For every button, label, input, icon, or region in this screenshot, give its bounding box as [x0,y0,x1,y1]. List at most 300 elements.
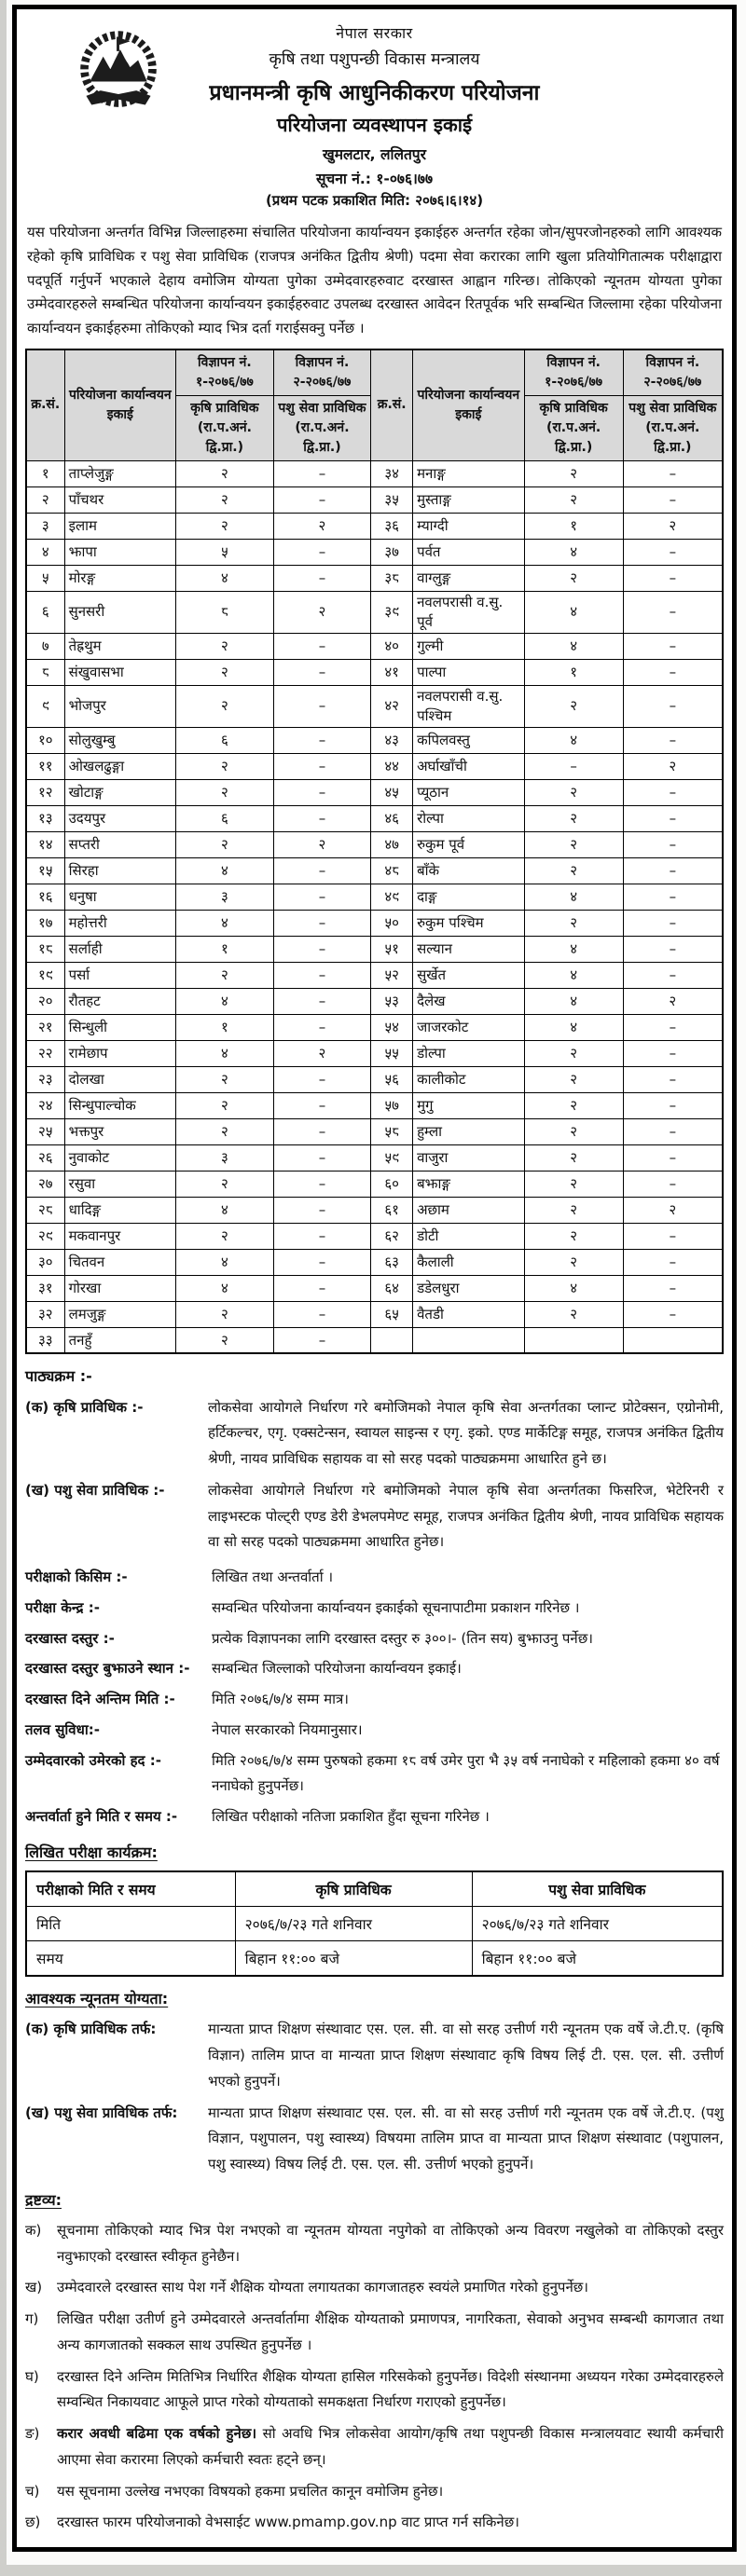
agri-vacancy-cell: ४ [524,727,623,753]
note-body: दरखास्त फारम परियोजनाको वेभसाईट www.pmamp.gov.np वाट प्राप्त गर्न सकिनेछ। [57,2514,519,2531]
detail-value: नेपाल सरकारको नियमानुसार। [212,1720,363,1738]
vet-vacancy-cell: – [623,685,723,727]
agri-vacancy-cell: – [524,753,623,779]
vet-vacancy-cell: – [273,727,371,753]
serial-cell: ३३ [26,1327,64,1353]
vet-vacancy-cell: – [273,633,371,659]
vet-vacancy-cell: – [273,753,371,779]
district-cell: नवलपरासी व.सु. पश्चिम [413,685,525,727]
table-row [26,1327,723,1353]
serial-cell: ५९ [371,1144,413,1171]
published-date: (प्रथम पटक प्रकाशित मिति: २०७६।६।१४) [265,192,484,209]
agri-vacancy-cell: ४ [524,633,623,659]
district-cell: धनुषा [64,884,176,910]
agri-vacancy-cell: २ [524,565,623,591]
district-cell: इलाम [64,513,176,539]
agri-vacancy-cell: ६ [176,727,274,753]
exam-time-label: समय [26,1941,235,1977]
vet-vacancy-cell: २ [623,753,723,779]
district-cell: सोलुखुम्बु [64,727,176,753]
serial-cell: १२ [26,779,64,805]
serial-cell: १३ [26,805,64,831]
vet-vacancy-cell: २ [273,1040,371,1066]
notice-number: सूचना नं.: १-०७६।७७ [315,171,434,187]
syllabus-item-text: लोकसेवा आयोगले निर्धारण गरे बमोजिमको नेपाल कृषि सेवा अन्तर्गतका फिसरिज, भेटेरिनरी र लाइभस्टक पोल्ट्री एण्ड डेरी डेभलपमेण्ट समूह, राजपत्र अनंकित द्वितीय श्रेणी, नायव प्राविधिक सहायक वा सो सरह पदको पाठ्यक्रममा आधारित हुनेछ। [208,1481,724,1551]
table-row [26,1118,723,1144]
notes-list [25,2218,724,2536]
serial-cell: १७ [26,910,64,936]
note-marker: क) [25,2221,42,2239]
district-cell: नुवाकोट [64,1144,176,1171]
header-advert-1-left [176,349,274,396]
vet-vacancy-cell [623,1327,723,1353]
agri-vacancy-cell: २ [524,1092,623,1118]
vet-vacancy-cell: – [623,936,723,962]
district-cell: तनहुँ [64,1327,176,1353]
vet-vacancy-cell: – [623,539,723,565]
serial-cell: २ [26,486,64,513]
detail-label: तलव सुविधा:- [25,1720,100,1738]
agri-vacancy-cell: २ [524,1197,623,1223]
district-cell: पर्वत [413,539,525,565]
agri-vacancy-cell: ४ [176,1249,274,1275]
detail-value: प्रत्येक विज्ञापनका लागि दरखास्त दस्तुर रु ३००।- (तिन सय) बुझाउनु पर्नेछ। [212,1629,593,1647]
vet-vacancy-cell: – [273,1144,371,1171]
note-body: सो अवधि भित्र लोकसेवा आयोग/कृषि तथा पशुपन्छी विकास मन्त्रालयवाट स्थायी कर्मचारी आएमा सेवा करारमा लिएको कर्मचारी स्वतः हट्ने छन्। [57,2425,724,2468]
note-text [57,2479,724,2505]
detail-value: लिखित परीक्षाको नतिजा प्रकाशित हुँदा सूचना गरिनेछ । [212,1808,490,1826]
vet-vacancy-cell: – [273,659,371,685]
serial-cell: ३९ [371,591,413,633]
table-row [26,988,723,1014]
ministry-name: कृषि तथा पशुपन्छी विकास मन्त्रालय [269,50,480,69]
district-cell: सर्लाही [64,936,176,962]
exam-schedule-table [25,1870,724,1977]
serial-cell: १९ [26,962,64,988]
table-row [26,659,723,685]
table-row [26,805,723,831]
district-cell: सुर्खेत [413,962,525,988]
table-row [26,884,723,910]
scan-edge-left [0,0,7,2576]
district-cell: डोल्पा [413,1040,525,1066]
exam-header-agri: कृषि प्राविधिक [235,1871,472,1907]
note-body: लिखित परीक्षा उतीर्ण हुने उम्मेदवारले अन्तर्वार्तामा शैक्षिक योग्यताको प्रमाणपत्र, नागरिकता, सेवाको अनुभव सम्बन्धी कागजात तथा अन्य कागजातको सक्कल साथ उपस्थित हुनुपर्नेछ । [57,2310,724,2353]
header-advert-1-right [524,349,623,396]
district-cell: सुनसरी [64,591,176,633]
agri-vacancy-cell: २ [524,857,623,884]
district-cell: सिरहा [64,857,176,884]
agri-vacancy-cell: २ [176,486,274,513]
table-row [26,779,723,805]
table-row [26,1066,723,1092]
district-cell: कालीकोट [413,1066,525,1092]
syllabus-item-text: लोकसेवा आयोगले निर्धारण गरे बमोजिमको नेपाल कृषि सेवा अन्तर्गतका प्लान्ट प्रोटेक्सन, एग्रोनोमी, हर्टिकल्चर, एगृ. एक्सटेन्सन, स्वायल साइन्स र एगृ. इको. एण्ड मार्केटिङ्ग समूह, राजपत्र अनंकित द्वितीय श्रेणी, नायव प्राविधिक सहायक वा सो सरह पदको पाठ्यक्रममा आधारित हुने छ। [208,1398,724,1468]
table-row [26,685,723,727]
serial-cell: १४ [26,831,64,857]
serial-cell: ८ [26,659,64,685]
table-row [26,1092,723,1118]
syllabus-item-agri [25,1395,724,1473]
qualification-item-vet [25,2101,724,2178]
serial-cell: ४२ [371,685,413,727]
vet-vacancy-cell: – [273,884,371,910]
detail-label: उम्मेदवारको उमेरको हद :- [25,1751,161,1769]
agri-vacancy-cell: १ [524,659,623,685]
district-cell: तेह्रथुम [64,633,176,659]
vet-vacancy-cell: – [623,831,723,857]
detail-value: लिखित तथा अन्तर्वार्ता । [212,1569,334,1586]
agri-technician-label: कृषि प्राविधिक [190,400,259,416]
district-cell: वैतडी [413,1301,525,1327]
district-cell: दोलखा [64,1066,176,1092]
serial-cell: ४३ [371,727,413,753]
note-item [25,2364,724,2417]
vet-vacancy-cell: – [273,1327,371,1353]
vet-vacancy-cell: – [623,779,723,805]
district-cell: पर्सा [64,962,176,988]
district-cell: अछाम [413,1197,525,1223]
note-item [25,2479,724,2505]
agri-vacancy-cell: २ [176,1118,274,1144]
agri-vacancy-cell: ४ [176,1197,274,1223]
nepal-coat-of-arms-icon [74,26,163,116]
serial-cell: १० [26,727,64,753]
note-item [25,2510,724,2536]
advert-2-number: २-२०७६/७७ [293,374,352,390]
detail-value: मिति २०७६/७/४ सम्म पुरुषको हकमा १८ वर्ष उमेर पुरा भै ३५ वर्ष ननाघेको र महिलाको हकमा ४० वर्ष ननाघेको हुनुपर्नेछ। [212,1751,720,1795]
qualification-item-label: (ख) पशु सेवा प्राविधिक तर्फ: [25,2103,178,2121]
note-marker: ङ) [25,2425,40,2443]
exam-schedule-section [25,1840,724,1977]
grade-label: (रा.प.अनं. द्वि.प्रा.) [546,419,601,455]
vet-vacancy-cell: – [273,962,371,988]
table-row [26,857,723,884]
serial-cell: ६१ [371,1197,413,1223]
table-row [26,1197,723,1223]
district-cell: लमजुङ्ग [64,1301,176,1327]
vet-vacancy-cell: – [273,1066,371,1092]
agri-vacancy-cell: ४ [524,962,623,988]
district-cell: सिन्धुली [64,1014,176,1040]
agri-vacancy-cell: २ [524,831,623,857]
exam-header-vet: पशु सेवा प्राविधिक [472,1871,723,1907]
agri-vacancy-cell: ६ [176,805,274,831]
agri-vacancy-cell: २ [524,1066,623,1092]
district-cell: भोजपुर [64,685,176,727]
vet-vacancy-cell: – [273,857,371,884]
district-cell: पाल्पा [413,659,525,685]
detail-row [25,1804,724,1830]
exam-header-datetime: परीक्षाको मिति र समय [26,1871,235,1907]
serial-cell: ६४ [371,1275,413,1301]
vet-vacancy-cell: – [273,1092,371,1118]
serial-cell: १६ [26,884,64,910]
serial-cell: ४९ [371,884,413,910]
serial-cell: ६५ [371,1301,413,1327]
serial-cell: २६ [26,1144,64,1171]
note-text [57,2421,724,2473]
serial-cell: २८ [26,1197,64,1223]
qualification-item-label: (क) कृषि प्राविधिक तर्फ: [25,2021,157,2038]
note-item [25,2307,724,2359]
agri-vacancy-cell: ४ [176,857,274,884]
vet-vacancy-cell: – [623,962,723,988]
district-cell: डडेलधुरा [413,1275,525,1301]
agri-vacancy-cell: २ [524,685,623,727]
serial-cell: १ [26,460,64,486]
agri-vacancy-cell: २ [176,513,274,539]
vacancy-table [25,349,724,1355]
agri-vacancy-cell [524,1327,623,1353]
vet-vacancy-cell: – [623,910,723,936]
advert-label: विज्ञापन नं. [295,354,350,370]
qualification-item-text: मान्यता प्राप्त शिक्षण संस्थावाट एस. एल. सी. वा सो सरह उत्तीर्ण गरी न्यूनतम एक वर्षे जे.टी.ए. (पशु विज्ञान, पशुपालन, पशु स्वास्थ्य) विषयमा तालिम प्राप्त वा मान्यता प्राप्त शिक्षण संस्थावाट (पशुपालन, पशु स्वास्थ्य) विषय लिई टी. एस. एल. सी. उत्तीर्ण भएको हुनुपर्ने। [208,2103,724,2173]
district-cell: गुल्मी [413,633,525,659]
agri-vacancy-cell: २ [524,1249,623,1275]
agri-vacancy-cell: १ [176,1014,274,1040]
district-cell: नवलपरासी व.सु. पूर्व [413,591,525,633]
exam-schedule-heading: लिखित परीक्षा कार्यक्रम: [25,1843,158,1861]
agri-vacancy-cell: ४ [176,565,274,591]
agri-vacancy-cell: २ [176,1327,274,1353]
table-row [26,1223,723,1249]
table-row [26,910,723,936]
detail-row [25,1687,724,1713]
agri-vacancy-cell: ५ [176,539,274,565]
vet-vacancy-cell: – [623,1301,723,1327]
agri-vacancy-cell: २ [524,1144,623,1171]
district-cell: सल्यान [413,936,525,962]
district-cell: रुकुम पश्चिम [413,910,525,936]
syllabus-heading: पाठ्यक्रम :- [25,1367,92,1386]
vet-vacancy-cell: २ [623,513,723,539]
vet-vacancy-cell: – [273,1301,371,1327]
note-body: सूचनामा तोकिएको म्याद भित्र पेश नभएको वा न्यूनतम योग्यता नपुगेको वा तोकिएको अन्य विवरण नखुलेको वा तोकिएको दस्तुर नवुझाएको दरखास्त स्वीकृत हुनेछैन। [57,2221,724,2265]
district-cell: उदयपुर [64,805,176,831]
table-row [26,1171,723,1197]
district-cell: गोरखा [64,1275,176,1301]
note-marker: घ) [25,2367,39,2385]
district-cell: झापा [64,539,176,565]
table-row [26,1301,723,1327]
vet-vacancy-cell: – [273,1249,371,1275]
vacancy-table-body [26,460,723,1353]
detail-row [25,1596,724,1622]
vet-vacancy-cell: – [273,1118,371,1144]
district-cell: रुकुम पूर्व [413,831,525,857]
project-name: प्रधानमन्त्री कृषि आधुनिकीकरण परियोजना [209,81,540,105]
intro-paragraph: यस परियोजना अन्तर्गत विभिन्न जिल्लाहरुमा संचालित परियोजना कार्यान्वयन इकाईहरु अन्तर्गत रहेका जोन/सुपरजोनहरुको लागि आवश्यक रहेको कृषि प्राविधिक र पशु सेवा प्राविधिक (राजपत्र अनंकित द्वितीय श्रेणी) पदमा सेवा करारका लागि खुला प्रतियोगितात्मक परीक्षाद्वारा पदपूर्ति गर्नुपर्ने भएकाले देहाय वमोजिम योग्यता पुगेका उम्मेदवारहरुवाट दरखास्त आह्वान गरिन्छ। तोकिएको न्यूनतम योग्यता पुगेका उम्मेदवारहरुले सम्बन्धित परियोजना कार्यान्वयन इकाईहरुवाट उपलब्ध दरखास्त आवेदन रितपूर्वक भरि सम्बन्धित जिल्लामा रहेका परियोजना कार्यान्वयन इकाईहरुमा तोकिएको म्याद भित्र दर्ता गराईसक्नु पर्नेछ । [27,224,722,337]
note-marker: ख) [25,2279,43,2296]
serial-cell: ५० [371,910,413,936]
serial-cell: ३६ [371,513,413,539]
header-agri-technician-right [524,395,623,460]
note-text [57,2307,724,2359]
agri-vacancy-cell: २ [176,779,274,805]
vet-vacancy-cell: २ [623,1197,723,1223]
detail-label: अन्तर्वार्ता हुने मिति र समय :- [25,1808,178,1826]
serial-cell: ६३ [371,1249,413,1275]
serial-cell: ३७ [371,539,413,565]
grade-label: (रा.प.अनं. द्वि.प्रा.) [295,419,350,455]
vet-vacancy-cell: – [273,685,371,727]
district-cell: जाजरकोट [413,1014,525,1040]
agri-vacancy-cell: २ [524,1118,623,1144]
agri-vacancy-cell: ४ [524,1014,623,1040]
note-text [57,2364,724,2417]
table-row [26,962,723,988]
district-cell [413,1327,525,1353]
serial-cell: १८ [26,936,64,962]
header-advert-2-left [273,349,371,396]
serial-cell: ४५ [371,779,413,805]
advert-1-number: १-२०७६/७७ [545,374,603,390]
detail-row [25,1626,724,1652]
header-vet-technician-left [273,395,371,460]
vet-vacancy-cell: – [623,1249,723,1275]
district-cell: मोरङ्ग [64,565,176,591]
vet-vacancy-cell: – [273,910,371,936]
agri-vacancy-cell: ४ [524,884,623,910]
exam-time-row [26,1941,723,1977]
agri-vacancy-cell: २ [176,1066,274,1092]
detail-label: परीक्षा केन्द्र :- [25,1598,100,1616]
serial-cell: ६ [26,591,64,633]
qualification-item-text: मान्यता प्राप्त शिक्षण संस्थावाट एस. एल. सी. वा सो सरह उत्तीर्ण गरी न्यूनतम एक वर्षे जे.टी.ए. (कृषि विज्ञान) तालिम प्राप्त वा मान्यता प्राप्त शिक्षण संस्थावाट कृषि विषय लिई टी. एस. एल. सी. उत्तीर्ण भएको हुनुपर्ने। [208,2021,724,2090]
serial-cell: २४ [26,1092,64,1118]
table-row [26,513,723,539]
table-row [26,565,723,591]
agri-vacancy-cell: ४ [524,1275,623,1301]
government-name: नेपाल सरकार [336,24,413,42]
document-header [25,17,724,213]
vet-vacancy-cell: – [623,1040,723,1066]
vet-vacancy-cell: – [273,779,371,805]
agri-vacancy-cell: २ [524,1040,623,1066]
serial-cell: ३५ [371,486,413,513]
district-cell: सिन्धुपाल्चोक [64,1092,176,1118]
agri-vacancy-cell: ४ [524,591,623,633]
detail-row [25,1656,724,1682]
syllabus-item-label: (क) कृषि प्राविधिक :- [25,1398,144,1416]
serial-cell: ३० [26,1249,64,1275]
serial-cell: ५७ [371,1092,413,1118]
vet-vacancy-cell: – [273,1171,371,1197]
vet-technician-label: पशु सेवा प्राविधिक [629,400,717,416]
vet-vacancy-cell: – [623,659,723,685]
agri-vacancy-cell: २ [176,1171,274,1197]
agri-vacancy-cell: २ [524,460,623,486]
serial-cell: २५ [26,1118,64,1144]
agri-technician-label: कृषि प्राविधिक [539,400,608,416]
agri-vacancy-cell: ३ [176,1144,274,1171]
note-item [25,2421,724,2473]
grade-label: (रा.प.अनं. द्वि.प्रा.) [645,419,700,455]
serial-cell: १५ [26,857,64,884]
district-cell: डोटी [413,1223,525,1249]
agri-vacancy-cell: १ [176,936,274,962]
detail-label: दरखास्त दस्तुर :- [25,1629,115,1647]
serial-cell: २० [26,988,64,1014]
note-bold-lead: करार अवधी बढिमा एक वर्षको हुनेछ। [57,2425,257,2443]
serial-cell [371,1327,413,1353]
note-text [57,2510,724,2536]
district-cell: धादिङ्ग [64,1197,176,1223]
serial-cell: २९ [26,1223,64,1249]
district-cell: रसुवा [64,1171,176,1197]
note-marker: छ) [25,2514,41,2531]
serial-cell: ४४ [371,753,413,779]
vet-vacancy-cell: – [623,884,723,910]
table-row [26,936,723,962]
agri-vacancy-cell: २ [176,753,274,779]
vet-vacancy-cell: – [623,460,723,486]
agri-vacancy-cell: ४ [524,936,623,962]
vet-vacancy-cell: – [273,936,371,962]
vet-vacancy-cell: – [623,591,723,633]
vet-vacancy-cell: – [623,1092,723,1118]
agri-vacancy-cell: २ [176,1301,274,1327]
table-row [26,460,723,486]
table-row [26,753,723,779]
detail-value: मिति २०७६/७/४ सम्म मात्र। [212,1691,349,1708]
district-cell: चितवन [64,1249,176,1275]
district-cell: मकवानपुर [64,1223,176,1249]
district-cell: संखुवासभा [64,659,176,685]
unit-name: परियोजना व्यवस्थापन इकाई [276,114,473,136]
vet-vacancy-cell: – [623,1171,723,1197]
header-implementation-unit-left: परियोजना कार्यान्वयन इकाई [64,349,176,461]
agri-vacancy-cell: ४ [176,910,274,936]
syllabus-section [25,1363,724,1555]
district-cell: रौतहट [64,988,176,1014]
serial-cell: ३८ [371,565,413,591]
district-cell: दैलेख [413,988,525,1014]
vet-vacancy-cell: – [273,460,371,486]
agri-vacancy-cell: २ [524,1301,623,1327]
qualification-heading: आवश्यक न्यूनतम योग्यता: [25,1990,169,2008]
serial-cell: ७ [26,633,64,659]
district-cell: वाजुरा [413,1144,525,1171]
vet-vacancy-cell: २ [623,988,723,1014]
serial-cell: ४ [26,539,64,565]
vet-vacancy-cell: – [623,1118,723,1144]
table-row [26,727,723,753]
grade-label: (रा.प.अनं. द्वि.प्रा.) [197,419,252,455]
agri-vacancy-cell: २ [524,910,623,936]
vet-vacancy-cell: – [273,1223,371,1249]
detail-label: परीक्षाको किसिम :- [25,1569,128,1586]
vet-vacancy-cell: – [623,486,723,513]
qualification-item-agri [25,2017,724,2094]
table-row [26,539,723,565]
vacancy-table-header [26,349,723,461]
serial-cell: ९ [26,685,64,727]
serial-cell: ११ [26,753,64,779]
district-cell: भक्तपुर [64,1118,176,1144]
agri-vacancy-cell: २ [524,1171,623,1197]
serial-cell: ६० [371,1171,413,1197]
agri-vacancy-cell: १ [524,513,623,539]
serial-cell: ५२ [371,962,413,988]
table-row [26,831,723,857]
office-location: खुमलटार, ललितपुर [323,146,426,163]
agri-vacancy-cell: २ [176,1223,274,1249]
header-serial-number-right: क्र.सं. [371,349,413,461]
advert-label: विज्ञापन नं. [645,354,700,370]
vet-vacancy-cell: – [273,539,371,565]
